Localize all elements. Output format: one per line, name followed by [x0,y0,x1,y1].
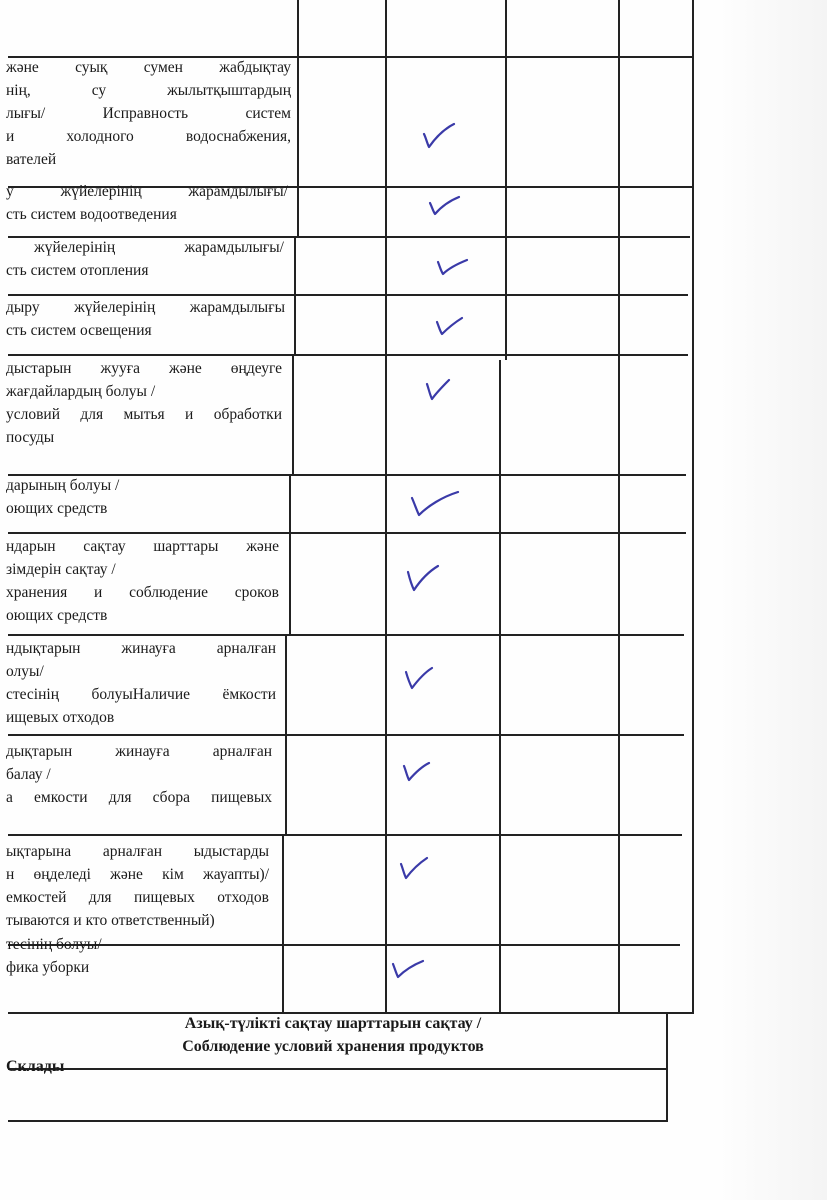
col-line [297,186,299,236]
row-11-text: тесінің болуы/ фика уборки [6,936,102,976]
checkmark-icon [404,562,450,594]
row-line [8,734,684,736]
row-1-text: және суық сумен жабдықтау нің, су жылытқыштардың лығы/ Исправность систем и холодного водоснабжения, вателей [6,59,291,168]
col-line [505,0,507,360]
checkmark-icon [408,488,462,520]
scan-shadow [717,0,827,1200]
checkmark-icon [432,312,478,344]
col-line [499,360,501,1012]
row-3-text-2: сть систем отопления [6,262,149,279]
row-10-text: ықтарына арналған ыдыстарды н өңделеді және кім жауапты)/ емкостей для пищевых отходов тываются и кто ответственный) [6,843,269,929]
checkmark-icon [397,852,443,884]
row-line [8,634,684,636]
row-3-text: жүйелерінің жарамдылығы/ [34,239,284,256]
col-line [282,834,284,1012]
row-line [8,1068,668,1070]
col-line [292,354,294,474]
checkmark-icon [400,754,446,786]
section-title-ru: Соблюдение условий хранения продуктов [182,1038,484,1055]
section-title-kz: Азық-түлікті сақтау шарттарын сақтау / [184,1015,482,1032]
row-line [8,532,686,534]
checkmark-icon [402,662,448,694]
col-line [385,0,387,1012]
row-line [8,354,688,356]
row-2-text: у жүйелерінің жарамдылығы/ сть систем водоотведения [6,183,288,223]
row-line [8,834,682,836]
checkmark-icon [433,252,479,284]
col-line [297,0,299,186]
row-line [8,1120,668,1122]
checkmark-icon [420,120,466,152]
row-7-text: ндарын сақтау шарттары және зімдерін сақтау / хранения и соблюдение сроков оющих средств [6,538,279,624]
row-5-text: дыстарын жууға және өңдеуге жағдайлардың болуы / условий для мытья и обработки посуды [6,360,282,446]
col-line [666,1012,668,1122]
warehouses-label: Склады [6,1058,65,1075]
col-line [692,0,694,1012]
row-9-text: дықтарын жинауға арналған балау / а емкости для сбора пищевых [6,743,272,806]
row-4-text: дыру жүйелерінің жарамдылығы сть систем освещения [6,299,285,339]
col-line [289,474,291,634]
row-6-text: дарының болуы / оющих средств [6,477,120,517]
checkmark-icon [389,952,435,984]
col-line [618,0,620,1012]
row-8-text: ндықтарын жинауға арналған олуы/ стесінің болуыНаличие ёмкости ищевых отходов [6,640,276,726]
checkmark-icon [422,374,468,406]
checkmark-icon [425,190,471,222]
